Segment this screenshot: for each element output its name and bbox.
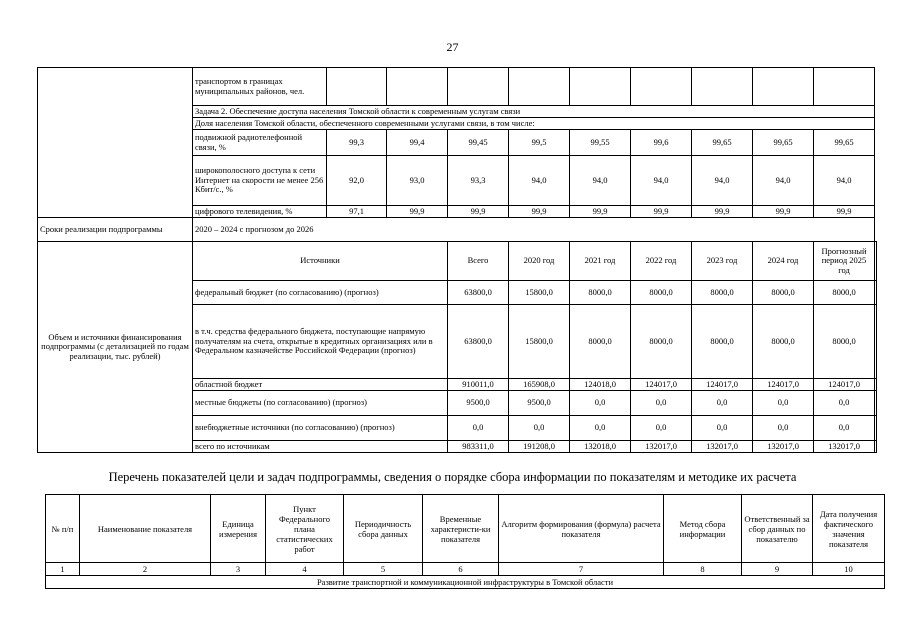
amount-cell: 0,0 (631, 391, 692, 416)
finance-header: 2023 год (692, 242, 753, 281)
column-number: 8 (664, 563, 742, 576)
amount-cell: 124018,0 (570, 379, 631, 391)
value-cell: 99,9 (753, 206, 814, 218)
column-number: 6 (423, 563, 499, 576)
column-header: Метод сбора информации (664, 495, 742, 563)
amount-cell: 191208,0 (509, 441, 570, 453)
finance-label: Объем и источники финансирования подпрограммы (с детализацией по годам реализации, тыс. рублей) (38, 242, 193, 453)
source-label: федеральный бюджет (по согласованию) (прогноз) (193, 281, 448, 305)
indicator-label: цифрового телевидения, % (193, 206, 327, 218)
amount-cell (875, 416, 877, 441)
amount-cell: 132017,0 (814, 441, 875, 453)
amount-cell: 0,0 (570, 391, 631, 416)
column-number: 3 (211, 563, 266, 576)
column-header: Дата получения фактического значения показателя (813, 495, 885, 563)
value-cell: 94,0 (509, 156, 570, 206)
column-number: 5 (344, 563, 423, 576)
value-cell (327, 68, 387, 106)
value-cell: 99,65 (692, 130, 753, 156)
amount-cell (875, 441, 877, 453)
empty-cell (38, 68, 193, 218)
table-row (46, 576, 885, 589)
amount-cell: 8000,0 (692, 281, 753, 305)
page-number: 27 (446, 40, 459, 54)
amount-cell (875, 391, 877, 416)
finance-header: Всего (448, 242, 509, 281)
value-cell: 99,9 (448, 206, 509, 218)
amount-cell: 0,0 (753, 416, 814, 441)
source-label: в т.ч. средства федерального бюджета, поступающие напрямую получателям на счета, открытые в кредитных организациях или в Федеральном казначействе Российской Федерации (прогноз) (193, 305, 448, 379)
amount-cell: 8000,0 (753, 305, 814, 379)
amount-cell: 0,0 (753, 391, 814, 416)
value-cell: 99,9 (692, 206, 753, 218)
column-header: № п/п (46, 495, 80, 563)
amount-cell: 124017,0 (631, 379, 692, 391)
column-header: Периодичность сбора данных (344, 495, 423, 563)
amount-cell: 0,0 (692, 416, 753, 441)
value-cell: 92,0 (327, 156, 387, 206)
amount-cell (875, 305, 877, 379)
indicator-label: широкополосного доступа к сети Интернет на скорости не менее 256 Кбит/с., % (193, 156, 327, 206)
finance-header: 2020 год (509, 242, 570, 281)
indicators-list-table (45, 494, 885, 589)
value-cell: 99,9 (509, 206, 570, 218)
amount-cell: 132017,0 (631, 441, 692, 453)
value-cell: 99,6 (631, 130, 692, 156)
column-number: 7 (499, 563, 664, 576)
column-number: 1 (46, 563, 80, 576)
column-number: 10 (813, 563, 885, 576)
column-header: Пункт Федерального плана статистических работ (266, 495, 344, 563)
amount-cell: 132018,0 (570, 441, 631, 453)
finance-header (875, 242, 877, 281)
indicator-label: подвижной радиотелефонной связи, % (193, 130, 327, 156)
amount-cell: 8000,0 (692, 305, 753, 379)
amount-cell: 8000,0 (631, 281, 692, 305)
value-cell (753, 68, 814, 106)
source-label: всего по источникам (193, 441, 448, 453)
value-cell: 93,0 (387, 156, 448, 206)
amount-cell: 8000,0 (631, 305, 692, 379)
table-row (38, 218, 877, 242)
value-cell: 99,3 (327, 130, 387, 156)
value-cell (509, 68, 570, 106)
value-cell (814, 68, 875, 106)
table-row (38, 68, 877, 106)
amount-cell: 910011,0 (448, 379, 509, 391)
subprogram-passport-table (37, 67, 877, 453)
section-heading: Развитие транспортной и коммуникационной инфраструктуры в Томской области (46, 576, 885, 589)
value-cell (570, 68, 631, 106)
amount-cell: 8000,0 (570, 281, 631, 305)
amount-cell: 8000,0 (814, 305, 875, 379)
amount-cell: 0,0 (570, 416, 631, 441)
amount-cell: 15800,0 (509, 281, 570, 305)
value-cell: 99,5 (509, 130, 570, 156)
amount-cell: 132017,0 (753, 441, 814, 453)
amount-cell: 132017,0 (692, 441, 753, 453)
value-cell: 99,9 (814, 206, 875, 218)
value-cell (692, 68, 753, 106)
value-cell: 99,65 (814, 130, 875, 156)
column-number: 9 (742, 563, 813, 576)
value-cell: 94,0 (814, 156, 875, 206)
value-cell: 99,45 (448, 130, 509, 156)
finance-header: Прогнозный период 2025 год (814, 242, 875, 281)
amount-cell: 63800,0 (448, 305, 509, 379)
value-cell: 93,3 (448, 156, 509, 206)
column-header: Временные характеристи-ки показателя (423, 495, 499, 563)
column-header: Алгоритм формирования (формула) расчета показателя (499, 495, 664, 563)
column-number-row (46, 563, 885, 576)
value-cell: 99,9 (387, 206, 448, 218)
value-cell: 99,4 (387, 130, 448, 156)
value-cell (631, 68, 692, 106)
amount-cell: 124017,0 (753, 379, 814, 391)
value-cell: 94,0 (570, 156, 631, 206)
column-header: Наименование показателя (80, 495, 211, 563)
column-number: 4 (266, 563, 344, 576)
amount-cell: 15800,0 (509, 305, 570, 379)
amount-cell: 0,0 (814, 391, 875, 416)
task-heading: Задача 2. Обеспечение доступа населения Томской области к современным услугам связи (193, 106, 875, 118)
amount-cell: 8000,0 (570, 305, 631, 379)
amount-cell: 0,0 (814, 416, 875, 441)
terms-value: 2020 – 2024 с прогнозом до 2026 (193, 218, 875, 242)
indicators-list-caption: Перечень показателей цели и задач подпрограммы, сведения о порядке сбора информации по показателям и методике их расчета (108, 470, 797, 484)
table-row (38, 242, 877, 281)
finance-header: 2024 год (753, 242, 814, 281)
value-cell (448, 68, 509, 106)
amount-cell: 124017,0 (692, 379, 753, 391)
column-number: 2 (80, 563, 211, 576)
amount-cell: 124017,0 (814, 379, 875, 391)
amount-cell (875, 379, 877, 391)
amount-cell: 8000,0 (814, 281, 875, 305)
amount-cell: 983311,0 (448, 441, 509, 453)
source-label: областной бюджет (193, 379, 448, 391)
value-cell: 99,55 (570, 130, 631, 156)
value-cell: 97,1 (327, 206, 387, 218)
amount-cell: 8000,0 (753, 281, 814, 305)
value-cell: 99,65 (753, 130, 814, 156)
amount-cell: 9500,0 (448, 391, 509, 416)
value-cell: 99,9 (570, 206, 631, 218)
value-cell (387, 68, 448, 106)
table-header-row (46, 495, 885, 563)
amount-cell: 0,0 (692, 391, 753, 416)
amount-cell: 165908,0 (509, 379, 570, 391)
source-label: внебюджетные источники (по согласованию) (прогноз) (193, 416, 448, 441)
finance-header: 2022 год (631, 242, 692, 281)
amount-cell: 0,0 (448, 416, 509, 441)
indicator-label: транспортом в границах муниципальных районов, чел. (193, 68, 327, 106)
amount-cell: 0,0 (631, 416, 692, 441)
column-header: Единица измерения (211, 495, 266, 563)
value-cell: 94,0 (631, 156, 692, 206)
finance-header: 2021 год (570, 242, 631, 281)
amount-cell: 0,0 (509, 416, 570, 441)
source-label: местные бюджеты (по согласованию) (прогноз) (193, 391, 448, 416)
value-cell: 94,0 (692, 156, 753, 206)
finance-header: Источники (193, 242, 448, 281)
value-cell: 94,0 (753, 156, 814, 206)
terms-label: Сроки реализации подпрограммы (38, 218, 193, 242)
share-heading: Доля населения Томской области, обеспеченного современными услугами связи, в том числе: (193, 118, 875, 130)
value-cell: 99,9 (631, 206, 692, 218)
amount-cell: 9500,0 (509, 391, 570, 416)
amount-cell: 63800,0 (448, 281, 509, 305)
column-header: Ответственный за сбор данных по показателю (742, 495, 813, 563)
amount-cell (875, 281, 877, 305)
